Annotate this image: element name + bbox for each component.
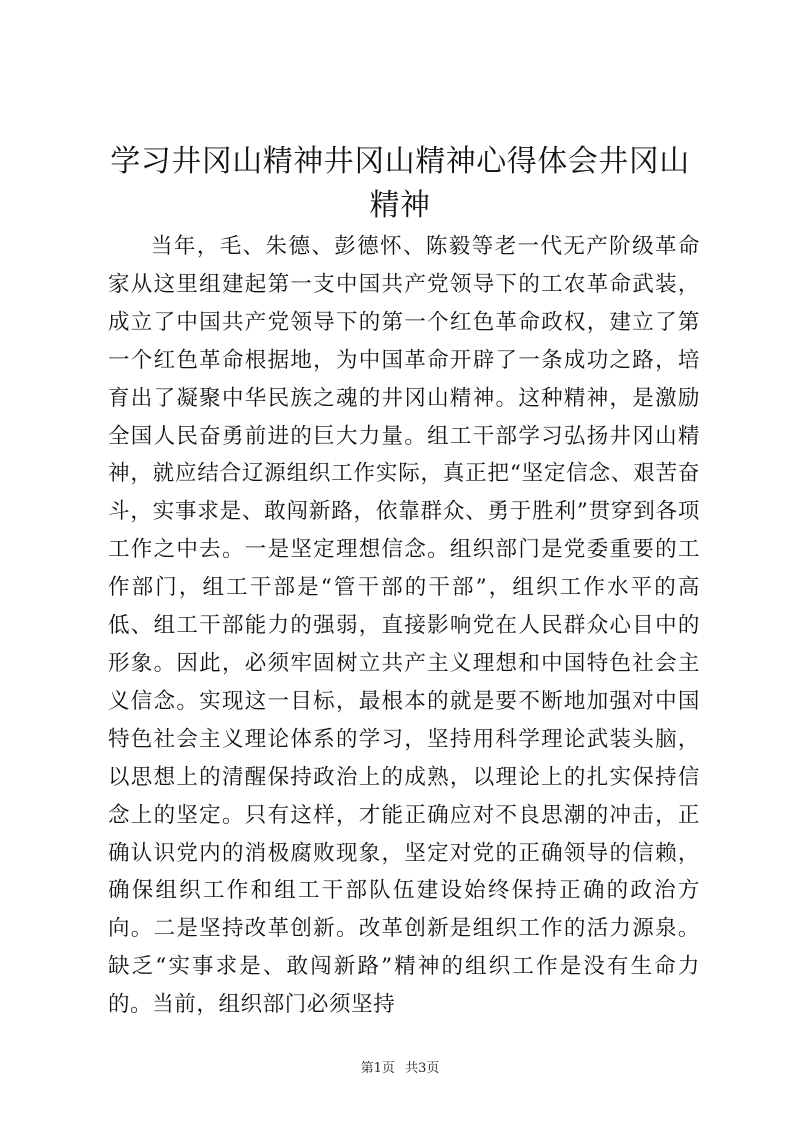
page-footer bbox=[0, 1060, 800, 1078]
body-paragraph: 当年，毛、朱德、彭德怀、陈毅等老一代无产阶级革命家从这里组建起第一支中国共产党领导下的工农革命武装，成立了中国共产党领导下的第一个红色革命政权，建立了第一个红色革命根据地，为中国革命开辟了一条成功之路，培育出了凝聚中华民族之魂的井冈山精神。这种精神，是激励全国人民奋勇前进的巨大力量。组工干部学习弘扬井冈山精神，就应结合辽源组织工作实际，真正把“坚定信念、艰苦奋斗，实事求是、敢闯新路，依靠群众、勇于胜利”贯穿到各项工作之中去。一是坚定理想信念。组织部门是党委重要的工作部门，组工干部是“管干部的干部”，组织工作水平的高低、组工干部能力的强弱，直接影响党在人民群众心目中的形象。因此，必须牢固树立共产主义理想和中国特色社会主义信念。实现这一目标，最根本的就是要不断地加强对中国特色社会主义理论体系的学习，坚持用科学理论武装头脑，以思想上的清醒保持政治上的成熟，以理论上的扎实保持信念上的坚定。只有这样，才能正确应对不良思潮的冲击，正确认识党内的消极腐败现象，坚定对党的正确领导的信赖，确保组织工作和组工干部队伍建设始终保持正确的政治方向。二是坚持改革创新。改革创新是组织工作的活力源泉。缺乏“实事求是、敢闯新路”精神的组织工作是没有生命力的。当前，组织部门必须坚持 bbox=[108, 234, 700, 1018]
document-title: 学习井冈山精神井冈山精神心得体会井冈山精神 bbox=[110, 144, 690, 223]
page-number: 第1页 bbox=[360, 1061, 395, 1076]
page-total: 共3页 bbox=[405, 1061, 440, 1076]
